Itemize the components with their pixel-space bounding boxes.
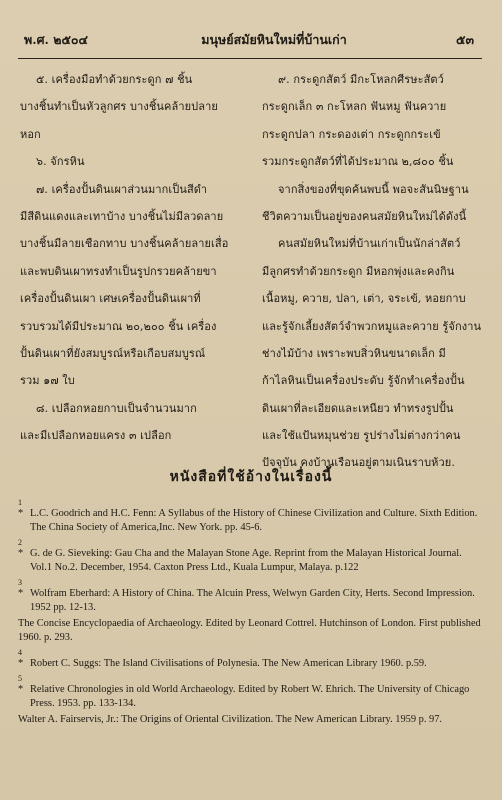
text-line: คนสมัยหินใหม่ที่บ้านเก่าเป็นนักล่าสัตว์ — [278, 237, 461, 251]
text-line: ๕. เครื่องมือทำด้วยกระดูก ๗ ชิ้น — [36, 73, 193, 86]
text-line: ปัจจุบัน คงบ้านเรือนอยู่ตามเนินราบห้วย. — [262, 456, 455, 470]
right-text-column — [262, 66, 484, 477]
reference-text: Relative Chronologies in old World Archaeology. Edited by Robert W. Ehrich. The University of Chicago Press. 1953. pp. 133-134. — [30, 684, 470, 709]
left-text-column — [20, 66, 234, 449]
references-list — [18, 495, 484, 727]
text-line: หอก — [20, 127, 41, 141]
reference-text: Robert C. Suggs: The Island Civilisations of Polynesia. The New American Library 1960. p.59. — [30, 658, 427, 669]
text-line: กระดูกปลา กระดองเต่า กระดูกกระเข้ — [262, 127, 441, 141]
header-title: มนุษย์สมัยหินใหม่ที่บ้านเก่า — [201, 32, 347, 47]
reference-mark: * — [18, 588, 24, 599]
text-line: ๗. เครื่องปั้นดินเผาส่วนมากเป็นสีดำ — [36, 182, 208, 196]
reference-mark: * — [18, 684, 24, 695]
text-line: บางชิ้นทำเป็นหัวลูกศร บางชิ้นคล้ายปลาย — [20, 100, 218, 114]
text-line: ก้าไลหินเป็นเครื่องประดับ รู้จักทำเครื่องปั้น — [262, 374, 465, 388]
reference-number: 5 — [18, 674, 22, 683]
reference-text: Wolfram Eberhard: A History of China. The Alcuin Press, Welwyn Garden City, Herts. Second Impression. 1952 pp. 12-13. — [30, 588, 475, 613]
text-line: ๘. เปลือกหอยกาบเป็นจำนวนมาก — [36, 401, 197, 415]
header-year: พ.ศ. ๒๕๐๔ — [24, 32, 89, 47]
reference-entry — [18, 547, 484, 575]
reference-number: 4 — [18, 648, 22, 657]
header-rule — [18, 58, 482, 59]
text-line: เนื้อหมู, ควาย, ปลา, เต่า, จระเข้, หอยกาบ — [262, 292, 466, 306]
text-line: และรู้จักเลี้ยงสัตว์จำพวกหมูและควาย รู้จักงาน — [262, 319, 482, 333]
text-line: ชีวิตความเป็นอยู่ของคนสมัยหินใหม่ได้ดังนี้ — [262, 209, 467, 223]
reference-number: 2 — [18, 538, 22, 547]
reference-number: 3 — [18, 578, 22, 587]
text-line: ๖. จักรหิน — [36, 155, 85, 169]
text-line: และใช้แป้นหมุนช่วย รูปร่างไม่ต่างกว่าคน — [262, 429, 461, 443]
text-line: และมีเปลือกหอยแครง ๓ เปลือก — [20, 429, 172, 443]
text-line: ช่างไม้บ้าง เพราะพบสิ่วหินขนาดเล็ก มี — [262, 346, 446, 360]
reference-mark: * — [18, 548, 24, 559]
reference-number: 1 — [18, 498, 22, 507]
text-line: รวบรวมได้มีประมาณ ๒๐,๒๐๐ ชิ้น เครื่อง — [20, 319, 217, 333]
reference-entry — [18, 507, 484, 535]
reference-entry — [18, 657, 484, 671]
reference-text: Walter A. Fairservis, Jr.: The Origins of Oriental Civilization. The New American Library. 1959 p. 97. — [18, 714, 443, 725]
reference-entry — [18, 713, 484, 727]
reference-entry — [18, 617, 484, 645]
text-line: จากสิ่งของที่ขุดค้นพบนี้ พอจะสันนิษฐาน — [278, 182, 469, 196]
reference-text: L.C. Goodrich and H.C. Fenn: A Syllabus of the History of Chinese Civilization and Culture. Sixth Edition. The China Society of America,Inc. New York. pp. 45-6. — [30, 508, 478, 533]
reference-entry — [18, 683, 484, 711]
page-header — [14, 30, 484, 52]
reference-entry — [18, 587, 484, 615]
text-line: มีลูกศรทำด้วยกระดูก มีหอกพุ่งและคงกิน — [262, 264, 455, 278]
text-line: และพบดินเผาทรงทำเป็นรูปกรวยคล้ายขา — [20, 264, 217, 278]
page-number: ๕๓ — [455, 32, 474, 47]
reference-text: The Concise Encyclopaedia of Archaeology. Edited by Leonard Cottrel. Hutchinson of London. First published 1960. p. 293. — [18, 618, 481, 643]
text-line: ปั้นดินเผาที่ยังสมบูรณ์หรือเกือบสมบูรณ์ — [20, 346, 206, 360]
text-line: รวมกระดูกสัตว์ที่ได้ประมาณ ๒,๘๐๐ ชิ้น — [262, 155, 454, 169]
text-line: เครื่องปั้นดินเผา เศษเครื่องปั้นดินเผาที่ — [20, 292, 201, 306]
reference-text: G. de G. Sieveking: Gau Cha and the Malayan Stone Age. Reprint from the Malayan Historical Journal. Vol.1 No.2. December, 1954. Caxton Press Ltd., Kuala Lumpur, Malaya. p.122 — [30, 548, 462, 573]
text-line: มีสีดินแดงและเทาบ้าง บางชิ้นไม่มีลวดลาย — [20, 209, 224, 223]
text-line: ดินเผาที่ละเอียดและเหนียว ทำทรงรูปปั้น — [262, 401, 454, 415]
references-heading: หนังสือที่ใช้อ้างในเรื่องนี้ — [169, 469, 333, 485]
reference-mark: * — [18, 658, 24, 669]
text-line: รวม ๑๗ ใบ — [20, 374, 75, 388]
text-line: ๙. กระดูกสัตว์ มีกะโหลกศีรษะสัตว์ — [278, 73, 444, 86]
text-line: บางชิ้นมีลายเชือกทาบ บางชิ้นคล้ายลายเสื่อ — [20, 237, 229, 251]
text-line: กระดูกเล็ก ๓ กะโหลก ฟันหมู ฟันควาย — [262, 100, 447, 114]
reference-mark: * — [18, 508, 24, 519]
